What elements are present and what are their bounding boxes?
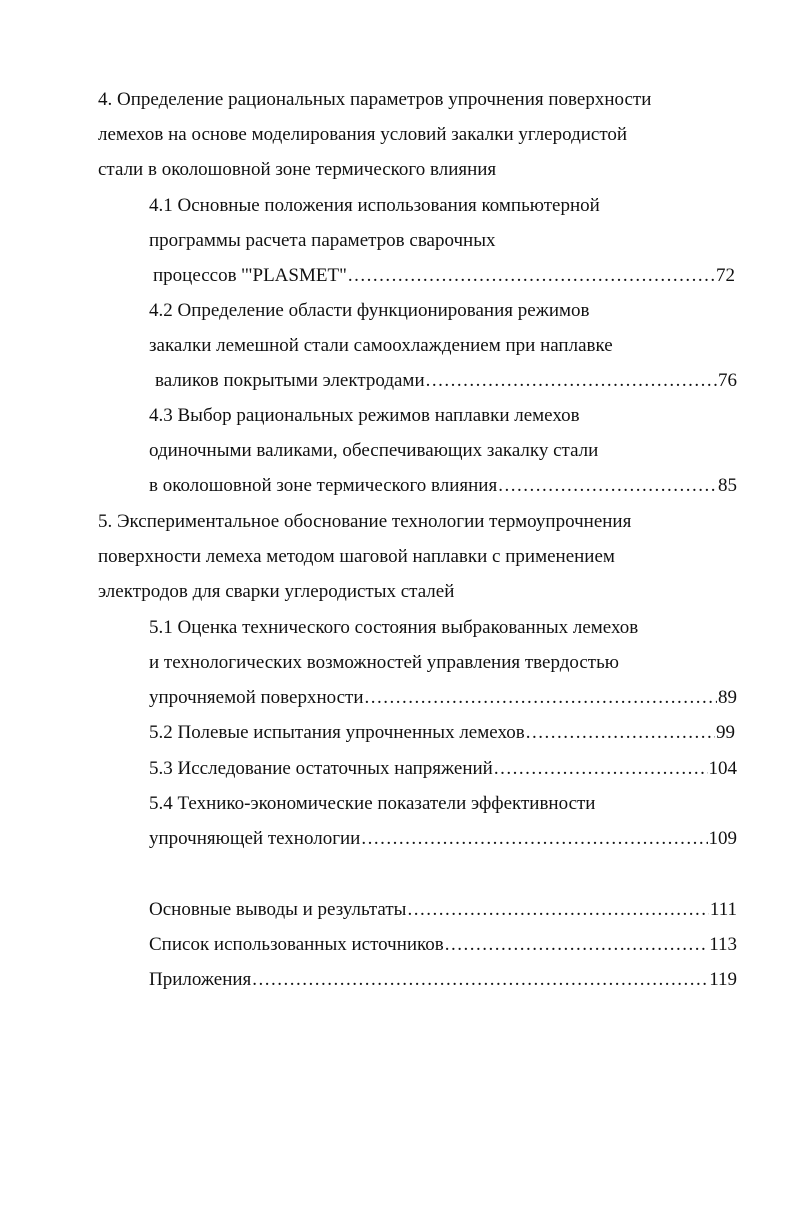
toc-entry-conclusions-page: 111 bbox=[709, 899, 737, 920]
subsection-5-4-line-1: 5.4 Технико-экономические показатели эффективности bbox=[149, 793, 596, 814]
toc-entry-4-2-page: 76 bbox=[718, 370, 737, 391]
subsection-4-1-line-2: программы расчета параметров сварочных bbox=[149, 230, 496, 251]
toc-entry-references-label: Список использованных источников bbox=[149, 934, 444, 955]
subsection-4-2-line-2: закалки лемешной стали самоохлаждением при наплавке bbox=[149, 335, 613, 356]
subsection-5-1-line-2: и технологических возможностей управления твердостью bbox=[149, 652, 619, 673]
leader-dots bbox=[365, 686, 717, 710]
toc-entry-5-1-label: упрочняемой поверхности bbox=[149, 687, 364, 708]
toc-entry-5-3-page: 104 bbox=[708, 758, 737, 779]
section-5-title-line-1: 5. Экспериментальное обоснование технологии термоупрочнения bbox=[98, 511, 632, 532]
toc-entry-5-2[interactable] bbox=[149, 721, 735, 745]
toc-entry-5-1[interactable] bbox=[149, 686, 737, 710]
toc-entry-5-1-page: 89 bbox=[718, 687, 737, 708]
toc-entry-4-1-label: процессов '"PLASMET" bbox=[153, 265, 347, 286]
toc-entry-5-3-label: 5.3 Исследование остаточных напряжений bbox=[149, 758, 493, 779]
subsection-4-3-line-1: 4.3 Выбор рациональных режимов наплавки лемехов bbox=[149, 405, 580, 426]
section-5-title-line-3: электродов для сварки углеродистых сталей bbox=[98, 581, 455, 602]
subsection-4-2-line-1: 4.2 Определение области функционирования режимов bbox=[149, 300, 590, 321]
subsection-5-1-line-1: 5.1 Оценка технического состояния выбракованных лемехов bbox=[149, 617, 639, 638]
toc-entry-5-2-label: 5.2 Полевые испытания упрочненных лемехов bbox=[149, 722, 525, 743]
leader-dots bbox=[498, 474, 717, 498]
toc-entry-appendices-label: Приложения bbox=[149, 969, 252, 990]
toc-entry-4-2-label: валиков покрытыми электродами bbox=[155, 370, 425, 391]
toc-entry-5-4-label: упрочняющей технологии bbox=[149, 828, 361, 849]
leader-dots bbox=[426, 369, 717, 393]
toc-entry-5-4[interactable] bbox=[149, 827, 737, 851]
section-4-title-line-2: лемехов на основе моделирования условий закалки углеродистой bbox=[98, 124, 628, 145]
subsection-4-3-line-2: одиночными валиками, обеспечивающих закалку стали bbox=[149, 440, 599, 461]
toc-entry-4-1-page: 72 bbox=[716, 265, 735, 286]
leader-dots bbox=[445, 933, 708, 957]
toc-entry-5-3[interactable] bbox=[149, 757, 737, 781]
toc-entry-4-1[interactable] bbox=[153, 264, 735, 288]
leader-dots bbox=[361, 827, 707, 851]
section-5-title-line-2: поверхности лемеха методом шаговой наплавки с применением bbox=[98, 546, 615, 567]
toc-entry-appendices-page: 119 bbox=[709, 969, 737, 990]
toc-entry-4-3[interactable] bbox=[149, 474, 737, 498]
section-4-title-line-3: стали в околошовной зоне термического влияния bbox=[98, 159, 497, 180]
toc-entry-4-3-label: в околошовной зоне термического влияния bbox=[149, 475, 498, 496]
toc-entry-4-2[interactable] bbox=[155, 369, 737, 393]
toc-entry-conclusions[interactable] bbox=[149, 898, 737, 922]
toc-entry-4-3-page: 85 bbox=[718, 475, 737, 496]
toc-entry-references[interactable] bbox=[149, 933, 737, 957]
section-4-title-line-1: 4. Определение рациональных параметров упрочнения поверхности bbox=[98, 89, 652, 110]
subsection-4-1-line-1: 4.1 Основные положения использования компьютерной bbox=[149, 195, 600, 216]
leader-dots bbox=[252, 968, 708, 992]
leader-dots bbox=[494, 757, 708, 781]
toc-entry-5-4-page: 109 bbox=[708, 828, 737, 849]
leader-dots bbox=[526, 721, 715, 745]
toc-entry-conclusions-label: Основные выводы и результаты bbox=[149, 899, 407, 920]
toc-entry-appendices[interactable] bbox=[149, 968, 737, 992]
toc-entry-5-2-page: 99 bbox=[716, 722, 735, 743]
leader-dots bbox=[348, 264, 715, 288]
toc-entry-references-page: 113 bbox=[709, 934, 737, 955]
leader-dots bbox=[407, 898, 708, 922]
